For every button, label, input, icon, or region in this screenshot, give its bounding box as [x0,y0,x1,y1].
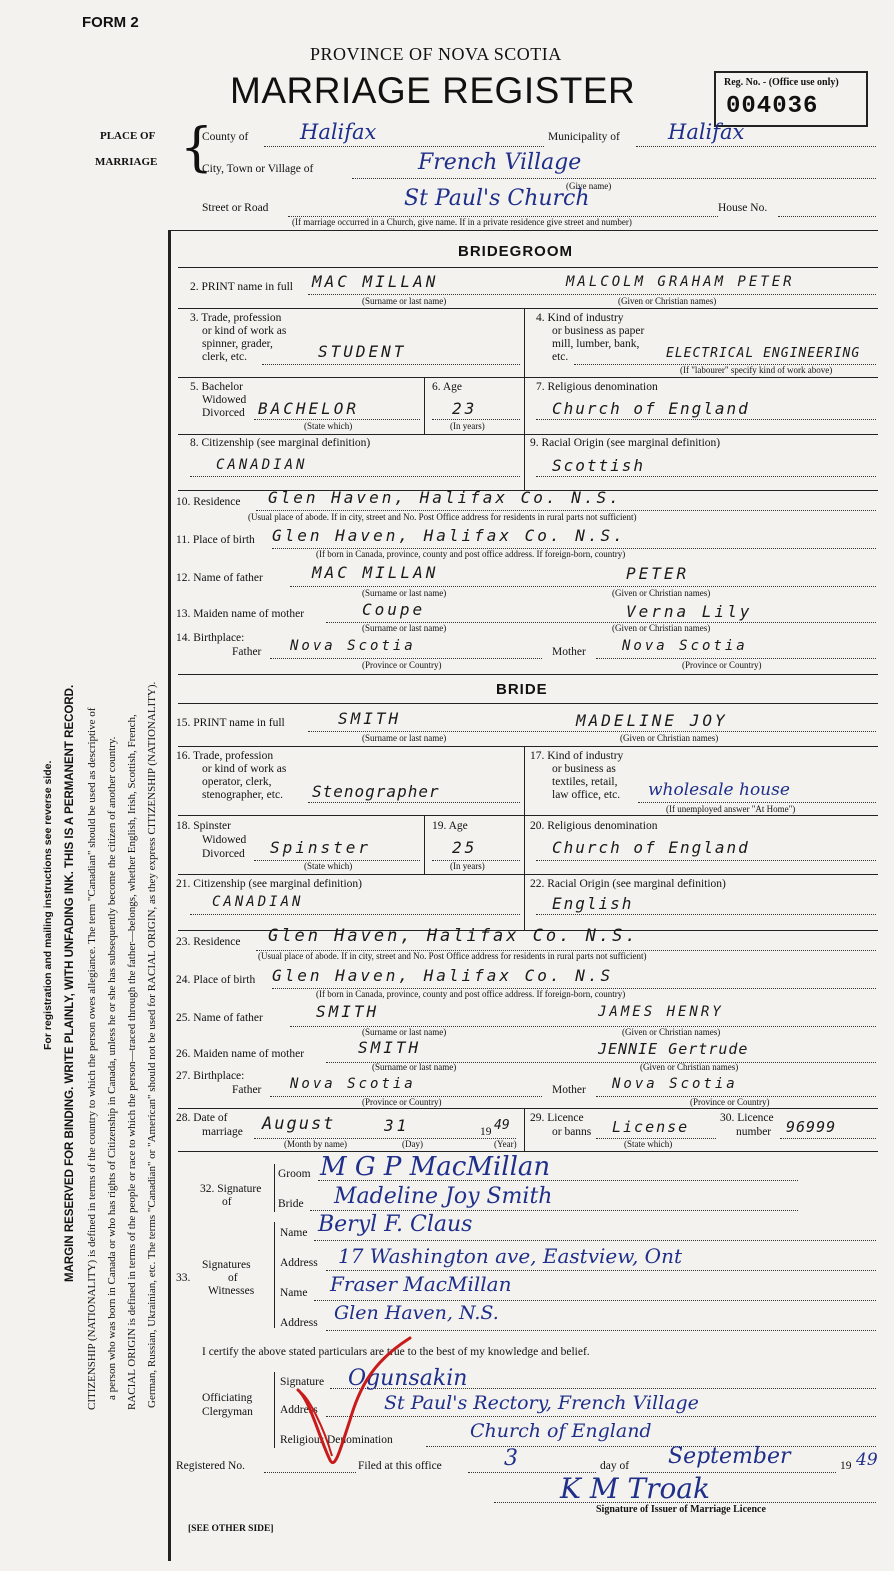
bride-mother-surname-caption: (Surname or last name) [372,1062,457,1072]
groom-surname: MAC MILLAN [312,272,439,291]
f20-label: 20. Religious denomination [530,820,658,832]
filed-year-prefix: 19 [840,1460,852,1472]
f23-label: 23. Residence [176,936,241,948]
groom-father-birth: Nova Scotia [290,638,416,654]
day-of-label: day of [600,1460,630,1472]
w1-address-label: Address [280,1257,318,1269]
f3-l4: clerk, etc. [202,351,248,363]
city-value: French Village [418,150,582,175]
f33-num: 33. [176,1272,191,1284]
groom-trade: STUDENT [318,342,407,361]
certify-text: I certify the above stated particulars are true to the best of my knowledge and belief. [202,1346,590,1358]
groom-mother-birth: Nova Scotia [622,638,748,654]
bride-state-caption: (State which) [304,861,353,871]
register-title: MARRIAGE REGISTER [230,70,636,111]
f9-label: 9. Racial Origin (see marginal definition) [530,437,721,449]
f33-l2: of [228,1272,238,1284]
f6-label: 6. Age [432,381,463,393]
f13-label: 13. Maiden name of mother [176,608,305,620]
bride-citizenship: CANADIAN [212,894,304,910]
officiating-l2: Clergyman [202,1406,253,1418]
street-label: Street or Road [202,202,269,214]
licence-number: 96999 [786,1118,837,1136]
marriage-month: August [262,1114,336,1134]
f5-l1: 5. Bachelor [190,381,244,393]
bride-sig-label: Bride [278,1198,304,1210]
witness1-address: 17 Washington ave, Eastview, Ont [338,1244,682,1268]
groom-mother-surname-caption: (Surname or last name) [362,623,447,633]
issuer-caption: Signature of Issuer of Marriage Licence [596,1504,766,1515]
margin-note-6: German, Russian, Ukrainian, etc. The terms "Canadian" or "American" should not be used for RACIAL ORIGIN, as they express CITIZENSHIP (NATIONALITY). [146,681,158,1408]
f3-l3: spinner, grader, [202,338,273,350]
f17-l4: law office, etc. [552,789,621,801]
bride-father-given-caption: (Given or Christian names) [622,1027,721,1037]
bride-mother-birth: Nova Scotia [612,1076,738,1092]
bride-religion: Church of England [552,838,750,857]
f8-label: 8. Citizenship (see marginal definition) [190,437,371,449]
groom-father-given-caption: (Given or Christian names) [612,588,711,598]
bride-birthplace: Glen Haven, Halifax Co. N.S [272,966,614,985]
f16-l2: or kind of work as [202,763,287,775]
groom-father-birth-label: Father [232,646,262,658]
groom-status: BACHELOR [258,399,360,418]
groom-industry-caption: (If "labourer" specify kind of work above) [680,365,833,375]
bride-industry-caption: (If unemployed answer "At Home") [666,804,796,814]
bride-given-caption: (Given or Christian names) [620,733,719,743]
f17-l1: 17. Kind of industry [530,750,624,762]
place-brace: { [180,118,214,178]
house-label: House No. [718,202,768,214]
groom-mother-birth-label: Mother [552,646,586,658]
municipality-value: Halifax [668,120,745,144]
f28-l2: marriage [202,1126,243,1138]
marriage-year: 49 [494,1118,510,1133]
bride-birthplace-caption: (If born in Canada, province, county and post office address. If foreign-born, country) [316,989,626,999]
f16-l3: operator, clerk, [202,776,272,788]
f30-l2: number [736,1126,772,1138]
f28-l1: 28. Date of [176,1112,228,1124]
f10-label: 10. Residence [176,496,241,508]
bride-years-caption: (In years) [450,861,485,871]
f5-l2: Widowed [202,394,247,406]
f16-l4: stenographer, etc. [202,789,283,801]
f18-l2: Widowed [202,834,247,846]
bride-mother-surname: SMITH [358,1038,422,1057]
bride-mother-birth-label: Mother [552,1084,586,1096]
groom-name-label-text: 2. PRINT name in full [190,281,293,293]
bride-father-birth-label: Father [232,1084,262,1096]
witness1-name: Beryl F. Claus [318,1212,473,1237]
municipality-label: Municipality of [548,131,620,143]
bride-father-surname-caption: (Surname or last name) [362,1027,447,1037]
groom-given: MALCOLM GRAHAM PETER [566,274,795,290]
bride-racial: English [552,894,634,913]
red-check-mark-icon [280,1330,440,1480]
f17-l3: textiles, retail, [552,776,618,788]
f27-label: 27. Birthplace: [176,1070,245,1082]
f18-l1: 18. Spinster [176,820,231,832]
groom-residence: Glen Haven, Halifax Co. N.S. [268,488,622,507]
licence-caption: (State which) [624,1139,673,1149]
bride-residence: Glen Haven, Halifax Co. N.S. [268,926,639,946]
margin-note-5: RACIAL ORIGIN is defined in terms of the people or race to which the person—traced through the father—belongs, whether English, Irish, Scottish, French, [126,714,138,1410]
margin-note-4: a person who was born in Canada or who has rights of Citizenship in Canada, unless he or she has subsequently become the citizen of another country. [106,736,118,1400]
reg-number-box [714,71,868,127]
f33-l1: Signatures [202,1259,251,1271]
bride-surname: SMITH [338,709,402,728]
f5-l3: Divorced [202,407,245,419]
witness2-name: Fraser MacMillan [330,1272,512,1296]
groom-mother-birth-caption: (Province or Country) [682,660,762,670]
f4-l3: mill, lumber, bank, [552,338,640,350]
f19-label: 19. Age [432,820,468,832]
reg-number-label: Reg. No. - (Office use only) [724,77,839,88]
marriage-year-caption: (Year) [494,1139,517,1149]
marriage-year-prefix: 19 [480,1126,492,1138]
f29-l1: 29. Licence [530,1112,584,1124]
city-label: City, Town or Village of [202,163,314,175]
f25-label: 25. Name of father [176,1012,263,1024]
f7-label: 7. Religious denomination [536,381,658,393]
bride-mother-given: JENNIE Gertrude [598,1040,749,1058]
bride-mother-given-caption: (Given or Christian names) [640,1062,739,1072]
f22-label: 22. Racial Origin (see marginal definition) [530,878,726,890]
f26-label: 26. Maiden name of mother [176,1048,305,1060]
bride-surname-caption: (Surname or last name) [362,733,447,743]
f3-l2: or kind of work as [202,325,287,337]
groom-years-caption: (In years) [450,421,485,431]
reg-number-value: 004036 [726,93,819,120]
filed-day: 3 [504,1446,518,1471]
bride-father-birth: Nova Scotia [290,1076,416,1092]
f24-label: 24. Place of birth [176,974,256,986]
f4-l4: etc. [552,351,569,363]
groom-mother-surname: Coupe [362,600,426,619]
clergy-religion: Church of England [470,1420,652,1442]
groom-name-label [190,281,293,293]
groom-sig-label: Groom [278,1168,311,1180]
religious-denom-label: Religious Denomination [280,1434,393,1446]
groom-state-caption: (State which) [304,421,353,431]
form-number: FORM 2 [82,14,139,31]
bride-heading: BRIDE [496,681,548,698]
f29-l2: or banns [552,1126,592,1138]
margin-note-3: CITIZENSHIP (NATIONALITY) is defined in terms of the country to which the person owes allegiance. The term "Canadian" should be used as descriptive of [86,707,98,1410]
county-value: Halifax [300,120,377,144]
groom-mother-given-caption: (Given or Christian names) [612,623,711,633]
witness2-address: Glen Haven, N.S. [334,1302,499,1324]
groom-given-caption: (Given or Christian names) [618,296,717,306]
groom-father-given: PETER [626,564,690,583]
clergy-address-label: Address [280,1404,318,1416]
groom-religion: Church of England [552,399,750,418]
groom-residence-caption: (Usual place of abode. If in city, street and No. Post Office address for residents in rural parts not sufficient) [248,512,637,522]
marriage-day-caption: (Day) [402,1139,423,1149]
groom-birthplace-caption: (If born in Canada, province, county and post office address. If foreign-born, country) [316,549,626,559]
f33-l3: Witnesses [208,1285,255,1297]
w2-name-label: Name [280,1287,308,1299]
clergy-address: St Paul's Rectory, French Village [384,1392,699,1414]
f11-label: 11. Place of birth [176,534,255,546]
f3-l1: 3. Trade, profession [190,312,282,324]
bride-given: MADELINE JOY [576,711,728,730]
licence-type: License [612,1118,690,1136]
bride-age: 25 [452,838,478,857]
f4-l2: or business as paper [552,325,645,337]
groom-surname-caption: (Surname or last name) [362,296,447,306]
f21-label: 21. Citizenship (see marginal definition) [176,878,362,890]
officiating-l1: Officiating [202,1392,253,1404]
place-label-2: MARRIAGE [95,156,158,168]
registered-label: Registered No. [176,1460,245,1472]
f16-l1: 16. Trade, profession [176,750,274,762]
county-label: County of [202,131,249,143]
f17-l2: or business as [552,763,616,775]
bride-signature: Madeline Joy Smith [334,1184,553,1209]
margin-note-1: For registration and mailing instructions see reverse side. [42,760,54,1050]
clergy-signature: Ogunsakin [348,1366,468,1391]
groom-father-birth-caption: (Province or Country) [362,660,442,670]
f14-label: 14. Birthplace: [176,632,245,644]
groom-citizenship: CANADIAN [216,457,308,473]
f30-l1: 30. Licence [720,1112,774,1124]
see-other-side: [SEE OTHER SIDE] [188,1524,274,1534]
bride-residence-caption: (Usual place of abode. If in city, street and No. Post Office address for residents in rural parts not sufficient) [258,951,647,961]
place-label-1: PLACE OF [100,130,156,142]
w2-address-label: Address [280,1317,318,1329]
margin-note-2: MARGIN RESERVED FOR BINDING. WRITE PLAINLY, WITH UNFADING INK. THIS IS A PERMANENT RECORD. [64,684,76,1282]
give-name-caption: (Give name) [566,181,612,191]
clergy-sig-label: Signature [280,1376,325,1388]
bridegroom-heading: BRIDEGROOM [458,243,573,260]
street-value: St Paul's Church [404,186,590,211]
w1-name-label: Name [280,1227,308,1239]
marriage-day: 31 [384,1116,410,1135]
groom-mother-given: Verna Lily [626,602,753,621]
groom-father-surname: MAC MILLAN [312,563,439,582]
f12-label: 12. Name of father [176,572,263,584]
f18-l3: Divorced [202,848,245,860]
bride-father-birth-caption: (Province or Country) [362,1097,442,1107]
f32-l1: 32. Signature [200,1183,262,1195]
filed-year: 49 [856,1450,878,1470]
groom-racial: Scottish [552,456,646,475]
groom-age: 23 [452,399,478,418]
bride-mother-birth-caption: (Province or Country) [690,1097,770,1107]
filed-month: September [668,1444,791,1469]
bride-father-given: JAMES HENRY [598,1004,724,1020]
groom-industry: ELECTRICAL ENGINEERING [666,346,861,361]
f4-l1: 4. Kind of industry [536,312,624,324]
groom-father-surname-caption: (Surname or last name) [362,588,447,598]
f15-label: 15. PRINT name in full [176,717,285,729]
filed-label: Filed at this office [358,1460,442,1472]
marriage-month-caption: (Month by name) [284,1139,347,1149]
groom-signature: M G P MacMillan [320,1152,551,1182]
f32-l2: of [222,1196,232,1208]
groom-birthplace: Glen Haven, Halifax Co. N.S. [272,526,626,545]
bride-status: Spinster [270,838,372,857]
bride-father-surname: SMITH [316,1002,380,1021]
bride-industry: wholesale house [648,780,790,800]
province-title: PROVINCE OF NOVA SCOTIA [310,44,562,64]
bride-trade: Stenographer [312,782,440,801]
issuer-signature: K M Troak [560,1472,710,1505]
street-note: (If marriage occurred in a Church, give name. If in a private residence give street and number) [292,217,632,227]
